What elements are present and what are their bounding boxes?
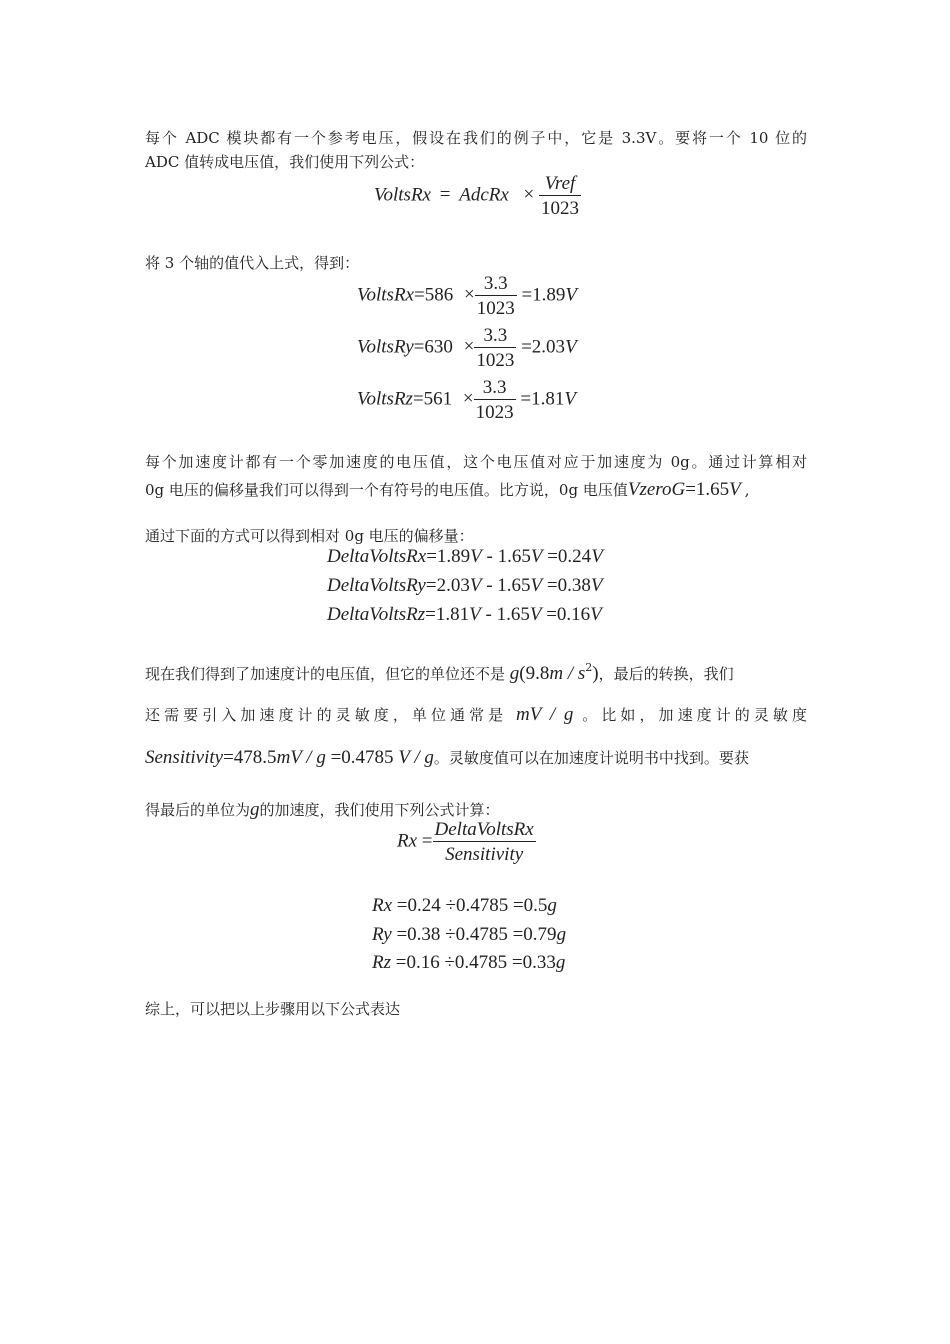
delta-minus: - 1.65 [481,546,531,567]
volts-unit: V [565,284,578,306]
sens-unit-1: mV / g [276,747,326,768]
equation-volts-formula [374,174,581,218]
rx-numerator: DeltaVoltsRx [434,819,534,840]
result-unit: g [555,952,566,973]
equation-volts-rx [357,274,577,318]
final-unit-text-b: 的加速度，我们使用下列公式计算： [259,801,500,819]
eq-lhs: VoltsRx [374,184,431,206]
result-lhs: Ry [372,924,392,945]
paragraph-zero-g-line2 [145,478,807,502]
volts-lhs: VoltsRz [357,388,413,410]
volts-fraction [475,274,517,318]
delta-unit-a: V [470,546,482,567]
paragraph-adc-intro-line1: 每个 ADC 模块都有一个参考电压，假设在我们的例子中，它是 3.3V。要将一个 10 位的 [145,129,807,147]
sens-unit-2: V / g [398,747,434,768]
sens-name: Sensitivity [145,747,224,768]
delta-unit-a: V [469,604,481,625]
volts-equals: = [414,284,425,306]
rx-equals: = [421,830,433,852]
delta-a: =2.03 [425,575,470,596]
volts-times: × [463,284,475,306]
delta-unit-b: V [530,575,543,596]
rx-fraction [433,820,536,864]
volts-equals: = [413,336,425,358]
paragraph-sensitivity-line1 [145,656,807,686]
delta-a: =1.81 [425,604,470,625]
delta-result: =0.38 [542,575,591,596]
volts-value: 630 [424,336,453,358]
equation-delta-ry [327,575,602,597]
volts-fraction [474,378,516,422]
sens-unit: mV / g [516,704,574,725]
equation-result-ry [372,924,566,946]
vzero-comma: , [744,481,750,499]
volts-result: =1.81 [520,388,565,410]
paragraph-summary: 综上，可以把以上步骤用以下公式表达 [145,1000,401,1018]
equation-rx-formula [397,820,536,864]
final-unit-text: 得最后的单位为 [145,801,251,819]
volts-denominator: 1023 [476,298,515,319]
paragraph-adc-intro-line2: ADC 值转成电压值，我们使用下列公式： [145,153,425,171]
delta-minus: - 1.65 [481,575,531,596]
paragraph-sensitivity-line2 [145,703,807,727]
delta-unit-b: V [529,604,542,625]
final-g-symbol: g [250,799,260,820]
result-expr: =0.24 ÷0.4785 =0.5 [392,895,548,916]
rx-lhs: Rx [397,830,418,852]
eq-fraction [539,174,581,218]
delta-a: =1.89 [426,546,471,567]
g-symbol: g [509,663,520,684]
eq-equals: = [439,184,451,206]
equation-result-rz [372,952,565,974]
equation-volts-rz [357,378,576,422]
volts-result: =1.89 [521,284,566,306]
volts-times: × [462,388,474,410]
volts-denominator: 1023 [476,350,515,371]
volts-numerator: 3.3 [474,326,516,348]
vzero-name: VzeroG [627,479,686,500]
result-unit: g [556,924,567,945]
vzero-unit: V [729,479,741,500]
sens-unit-text: 还需要引入加速度计的灵敏度，单位通常是 [145,706,508,724]
delta-minus: - 1.65 [480,604,530,625]
sens-text-b: ，最后的转换，我们 [598,665,734,683]
delta-unit-result: V [590,575,603,596]
sens-example-text: 。比如，加速度计的灵敏度 [582,706,807,724]
g-superscript: 2 [585,661,593,674]
volts-equals: = [412,388,424,410]
paragraph-offset: 通过下面的方式可以得到相对 0g 电压的偏移量： [145,527,474,545]
delta-lhs: DeltaVoltsRz [327,604,426,625]
result-lhs: Rz [372,952,391,973]
equation-result-rx [372,895,557,917]
result-expr: =0.16 ÷0.4785 =0.33 [391,952,556,973]
sens-text-a: 现在我们得到了加速度计的电压值，但它的单位还不是 [145,665,506,683]
eq-times: × [523,184,535,206]
volts-unit: V [565,336,577,358]
volts-numerator: 3.3 [475,274,517,296]
delta-unit-b: V [530,546,543,567]
delta-lhs: DeltaVoltsRx [327,546,427,567]
volts-value: 586 [424,284,454,306]
sens-value: =478.5 [223,747,277,768]
volts-value: 561 [423,388,453,410]
volts-numerator: 3.3 [474,378,516,400]
result-expr: =0.38 ÷0.4785 =0.79 [391,924,557,945]
delta-unit-result: V [590,604,602,625]
paragraph-zero-g-line1: 每个加速度计都有一个零加速度的电压值，这个电压值对应于加速度为 0g。通过计算相对 [145,453,807,471]
g-close-paren: ) [592,663,599,684]
result-unit: g [547,895,557,916]
zero-g-text: 0g 电压的偏移量我们可以得到一个有符号的电压值。比方说，0g 电压值 [145,481,628,499]
delta-result: =0.16 [541,604,591,625]
paragraph-substitute: 将 3 个轴的值代入上式，得到： [145,254,360,272]
eq-adc: AdcRx [459,184,509,206]
volts-lhs: VoltsRx [357,284,414,306]
equation-delta-rx [327,546,603,568]
volts-lhs: VoltsRy [357,336,414,358]
volts-result: =2.03 [521,336,566,358]
result-lhs: Rx [372,895,393,916]
equation-volts-ry [357,326,577,370]
g-unit: m / s [549,663,586,684]
volts-denominator: 1023 [475,402,514,423]
delta-unit-a: V [469,575,482,596]
delta-unit-result: V [591,546,603,567]
delta-result: =0.24 [542,546,592,567]
eq-numerator: Vref [539,174,581,196]
volts-unit: V [564,388,576,410]
vzero-value: =1.65 [685,479,730,500]
volts-times: × [463,336,475,358]
sens-value-2: =0.4785 [325,747,394,768]
sens-text-c: 。灵敏度值可以在加速度计说明书中找到。要获 [433,749,749,767]
eq-denominator: 1023 [541,198,580,219]
equation-delta-rz [327,604,602,626]
paragraph-sensitivity-line3 [145,746,807,770]
delta-lhs: DeltaVoltsRy [327,575,426,596]
rx-denominator: Sensitivity [445,844,524,865]
g-paren: (9.8 [519,663,550,684]
volts-fraction [474,326,516,370]
